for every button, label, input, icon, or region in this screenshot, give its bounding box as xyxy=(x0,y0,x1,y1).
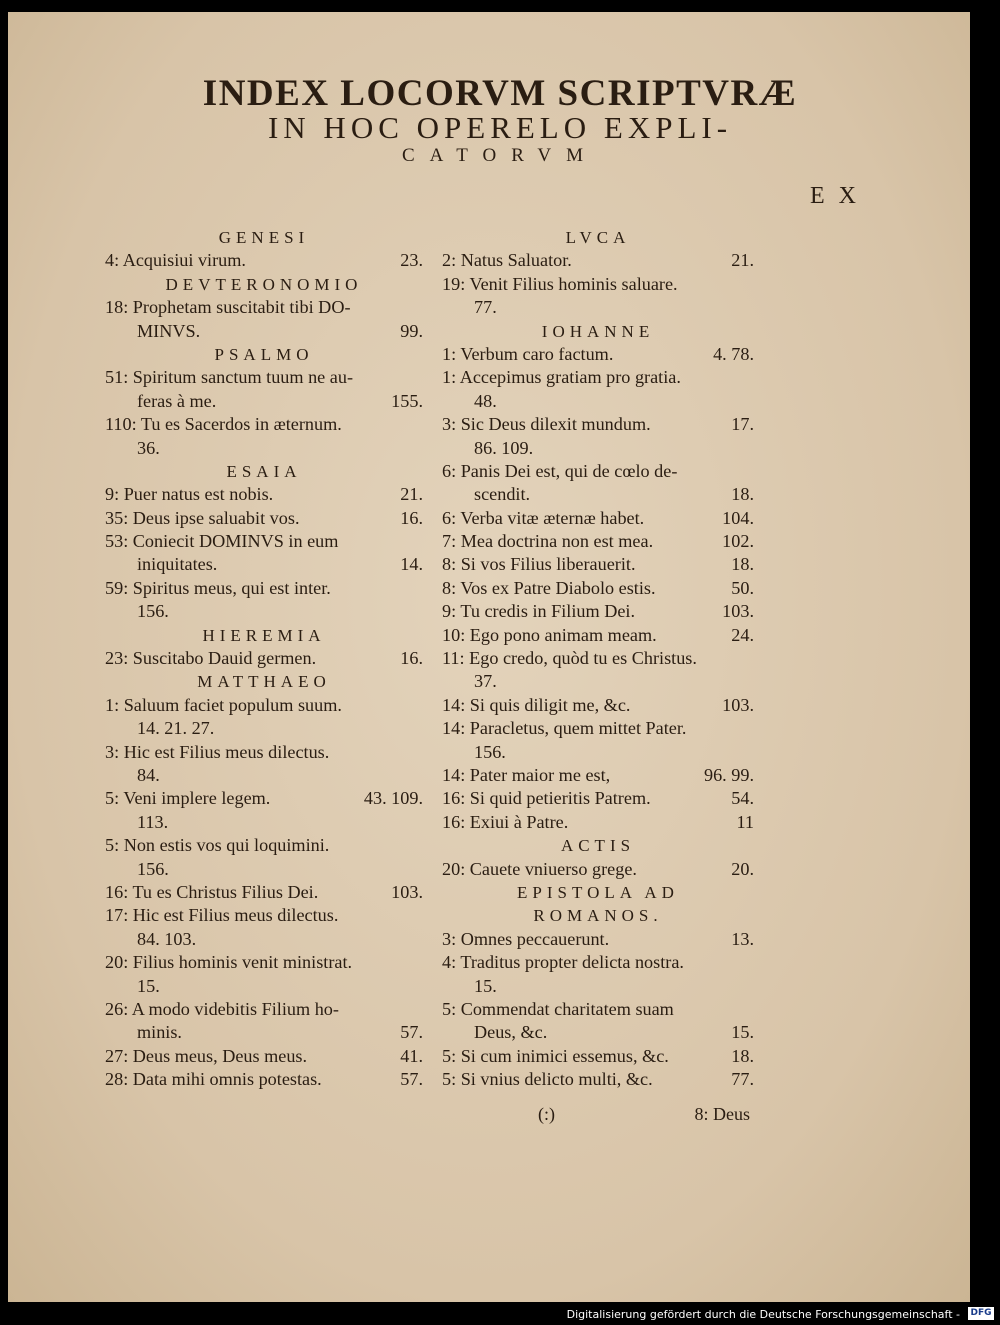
index-entry xyxy=(442,858,754,881)
entry-text: 2: Natus Saluator. xyxy=(442,250,572,271)
page-reference: 21. xyxy=(400,484,423,505)
entry-text: 9: Puer natus est nobis. xyxy=(105,484,274,505)
entry-text: 9: Tu credis in Filium Dei. xyxy=(442,601,636,622)
page-reference: 50. xyxy=(731,577,754,598)
page-reference: 24. xyxy=(731,624,754,645)
entry-text: MATTHAEO xyxy=(197,672,331,692)
page-reference: 54. xyxy=(731,788,754,809)
left-index-column xyxy=(105,226,423,1091)
entry-text: ACTIS xyxy=(560,836,636,856)
entry-text: 4: Traditus propter delicta nostra. xyxy=(442,952,684,973)
entry-text: HIEREMIA xyxy=(202,625,326,645)
entry-text: 86. 109. xyxy=(474,437,534,458)
entry-text: 14: Si quis diligit me, &c. xyxy=(442,694,631,715)
page-reference: 103. xyxy=(722,601,754,622)
index-entry xyxy=(442,951,754,974)
page-reference: 43. 109. xyxy=(363,788,423,809)
entry-continuation xyxy=(105,928,423,951)
index-title: INDEX LOCORVM SCRIPTVRÆ xyxy=(202,73,798,114)
book-heading xyxy=(105,273,423,296)
entry-text: 15. xyxy=(137,975,160,996)
index-entry xyxy=(442,413,754,436)
entry-text: 15. xyxy=(474,975,497,996)
entry-text: 4: Acquisiui virum. xyxy=(105,250,246,271)
page-reference: 4. 78. xyxy=(713,343,754,364)
entry-text: 5: Commendat charitatem suam xyxy=(442,998,674,1019)
book-heading xyxy=(105,624,423,647)
entry-text: 3: Omnes peccauerunt. xyxy=(442,928,610,949)
entry-text: iniquitates. xyxy=(137,554,218,575)
entry-continuation xyxy=(105,600,423,623)
index-entry xyxy=(442,530,754,553)
page-reference: 96. 99. xyxy=(703,764,754,785)
entry-text: 1: Saluum faciet populum suum. xyxy=(105,694,342,715)
entry-continuation xyxy=(105,858,423,881)
index-entry xyxy=(442,764,754,787)
entry-text: 3: Sic Deus dilexit mundum. xyxy=(442,414,651,435)
signature-mark: (:) xyxy=(538,1104,555,1124)
entry-continuation xyxy=(105,553,423,576)
entry-text: 113. xyxy=(137,811,169,832)
entry-text: 11: Ego credo, quòd tu es Christus. xyxy=(442,648,697,669)
catchword: 8: Deus xyxy=(694,1104,750,1124)
entry-continuation xyxy=(442,670,754,693)
index-entry xyxy=(105,741,423,764)
entry-continuation xyxy=(105,717,423,740)
entry-text: ROMANOS. xyxy=(533,906,663,926)
entry-text: 5: Si cum inimici essemus, &c. xyxy=(442,1045,669,1066)
entry-continuation xyxy=(105,1021,423,1044)
entry-text: 8: Vos ex Patre Diabolo estis. xyxy=(442,577,656,598)
entry-text: 156. xyxy=(137,858,169,879)
page-reference: 57. xyxy=(400,1022,423,1043)
index-entry xyxy=(442,249,754,272)
entry-text: 19: Venit Filius hominis saluare. xyxy=(442,273,678,294)
index-subtitle: IN HOC OPERELO EXPLI- xyxy=(267,110,733,145)
page-reference: 102. xyxy=(722,531,754,552)
entry-continuation xyxy=(442,975,754,998)
index-entry xyxy=(442,787,754,810)
page-reference: 16. xyxy=(400,648,423,669)
entry-text: 28: Data mihi omnis potestas. xyxy=(105,1069,322,1090)
entry-text: 6: Panis Dei est, qui de cœlo de- xyxy=(442,460,678,481)
page-reference: 11 xyxy=(736,811,754,832)
index-subtitle-cont: CATORVM xyxy=(401,145,599,166)
page-reference: 103. xyxy=(391,881,423,902)
entry-continuation xyxy=(442,296,754,319)
entry-text: minis. xyxy=(137,1022,182,1043)
page-reference: 20. xyxy=(731,858,754,879)
index-entry xyxy=(105,694,423,717)
index-entry xyxy=(442,1068,754,1091)
entry-continuation xyxy=(105,975,423,998)
entry-text: 18: Prophetam suscitabit tibi DO- xyxy=(105,297,351,318)
entry-text: 53: Coniecit DOMINVS in eum xyxy=(105,531,339,552)
index-entry xyxy=(105,904,423,927)
page-reference: 155. xyxy=(391,390,423,411)
index-entry xyxy=(442,811,754,834)
entry-text: 5: Veni implere legem. xyxy=(105,788,271,809)
entry-text: 27: Deus meus, Deus meus. xyxy=(105,1045,308,1066)
entry-text: 17: Hic est Filius meus dilectus. xyxy=(105,905,339,926)
index-entry xyxy=(105,998,423,1021)
index-entry xyxy=(442,553,754,576)
entry-continuation xyxy=(442,1021,754,1044)
index-entry xyxy=(442,460,754,483)
book-heading xyxy=(105,226,423,249)
entry-text: 110: Tu es Sacerdos in æternum. xyxy=(105,414,342,435)
entry-text: 14. 21. 27. xyxy=(137,718,215,739)
index-entry xyxy=(442,577,754,600)
dfg-logo: DFG xyxy=(968,1307,994,1320)
entry-continuation xyxy=(105,390,423,413)
entry-text: EPISTOLA AD xyxy=(517,882,679,902)
entry-text: 48. xyxy=(474,390,497,411)
entry-text: 16: Exiui à Patre. xyxy=(442,811,569,832)
entry-continuation xyxy=(105,437,423,460)
index-entry xyxy=(105,577,423,600)
index-entry xyxy=(105,530,423,553)
page-reference: 57. xyxy=(400,1069,423,1090)
book-heading xyxy=(442,320,754,343)
entry-text: LVCA xyxy=(565,228,631,247)
page-reference: 16. xyxy=(400,507,423,528)
book-heading xyxy=(442,834,754,857)
index-entry xyxy=(442,1045,754,1068)
entry-text: 7: Mea doctrina non est mea. xyxy=(442,531,654,552)
index-entry xyxy=(105,366,423,389)
book-heading xyxy=(105,460,423,483)
page-reference: 14. xyxy=(400,554,423,575)
page-reference: 103. xyxy=(722,694,754,715)
book-heading xyxy=(442,904,754,927)
book-heading xyxy=(105,343,423,366)
index-entry xyxy=(105,1045,423,1068)
entry-continuation xyxy=(105,320,423,343)
page-reference: 99. xyxy=(400,320,423,341)
entry-text: 16: Tu es Christus Filius Dei. xyxy=(105,881,319,902)
index-entry xyxy=(442,343,754,366)
page-reference: 77. xyxy=(731,1069,754,1090)
entry-text: 3: Hic est Filius meus dilectus. xyxy=(105,741,330,762)
book-heading xyxy=(442,226,754,249)
page-footer xyxy=(440,1104,750,1128)
index-entry xyxy=(105,249,423,272)
index-entry xyxy=(105,483,423,506)
entry-text: 8: Si vos Filius liberauerit. xyxy=(442,554,636,575)
entry-text: PSALMO xyxy=(214,344,314,364)
entry-text: 84. 103. xyxy=(137,928,197,949)
index-entry xyxy=(442,717,754,740)
right-index-column xyxy=(442,226,754,1091)
entry-text: DEVTERONOMIO xyxy=(165,274,363,294)
entry-continuation xyxy=(442,390,754,413)
page-reference: 104. xyxy=(722,507,754,528)
entry-text: 77. xyxy=(474,297,497,318)
entry-text: 1: Accepimus gratiam pro gratia. xyxy=(442,367,681,388)
entry-text: MINVS. xyxy=(137,320,201,341)
index-entry xyxy=(105,413,423,436)
entry-text: 10: Ego pono animam meam. xyxy=(442,624,657,645)
index-entry xyxy=(105,787,423,810)
index-entry xyxy=(105,881,423,904)
index-entry xyxy=(442,928,754,951)
entry-continuation xyxy=(442,437,754,460)
page-reference: 23. xyxy=(400,250,423,271)
entry-text: IOHANNE xyxy=(541,321,655,341)
entry-text: 14: Paracletus, quem mittet Pater. xyxy=(442,718,687,739)
index-entry xyxy=(105,507,423,530)
book-heading xyxy=(105,670,423,693)
page-reference: 18. xyxy=(731,484,754,505)
index-entry xyxy=(105,296,423,319)
entry-text: feras à me. xyxy=(137,390,217,411)
book-heading xyxy=(442,881,754,904)
entry-continuation xyxy=(442,483,754,506)
index-ex: EX xyxy=(810,183,870,209)
index-entry xyxy=(442,273,754,296)
entry-text: 23: Suscitabo Dauid germen. xyxy=(105,648,317,669)
entry-text: 5: Si vnius delicto multi, &c. xyxy=(442,1069,653,1090)
entry-text: 16: Si quid petieritis Patrem. xyxy=(442,788,651,809)
index-entry xyxy=(442,624,754,647)
entry-text: 6: Verba vitæ æternæ habet. xyxy=(442,507,645,528)
entry-text: 84. xyxy=(137,764,160,785)
entry-text: 20: Cauete vniuerso grege. xyxy=(442,858,637,879)
index-entry xyxy=(105,834,423,857)
index-entry xyxy=(105,1068,423,1091)
page-reference: 41. xyxy=(400,1045,423,1066)
entry-continuation xyxy=(442,741,754,764)
entry-text: 59: Spiritus meus, qui est inter. xyxy=(105,577,331,598)
entry-continuation xyxy=(105,764,423,787)
entry-text: 26: A modo videbitis Filium ho- xyxy=(105,998,339,1019)
page-reference: 17. xyxy=(731,414,754,435)
entry-text: 35: Deus ipse saluabit vos. xyxy=(105,507,300,528)
index-entry xyxy=(105,647,423,670)
entry-text: 5: Non estis vos qui loquimini. xyxy=(105,835,330,856)
entry-text: ESAIA xyxy=(226,461,302,481)
entry-continuation xyxy=(105,811,423,834)
page-reference: 13. xyxy=(731,928,754,949)
index-entry xyxy=(442,507,754,530)
index-entry xyxy=(442,998,754,1021)
entry-text: GENESI xyxy=(218,228,310,247)
entry-text: Deus, &c. xyxy=(474,1022,548,1043)
entry-text: 156. xyxy=(137,601,169,622)
page-reference: 18. xyxy=(731,554,754,575)
index-entry xyxy=(442,600,754,623)
entry-text: 1: Verbum caro factum. xyxy=(442,343,614,364)
entry-text: scendit. xyxy=(474,484,531,505)
page-reference: 18. xyxy=(731,1045,754,1066)
page-reference: 15. xyxy=(731,1022,754,1043)
entry-text: 36. xyxy=(137,437,160,458)
entry-text: 51: Spiritum sanctum tuum ne au- xyxy=(105,367,354,388)
entry-text: 14: Pater maior me est, xyxy=(442,764,611,785)
entry-text: 20: Filius hominis venit ministrat. xyxy=(105,952,353,973)
index-entry xyxy=(105,951,423,974)
page-reference: 21. xyxy=(731,250,754,271)
index-entry xyxy=(442,694,754,717)
entry-text: 156. xyxy=(474,741,506,762)
index-entry xyxy=(442,647,754,670)
index-entry xyxy=(442,366,754,389)
digitization-credit: Digitalisierung gefördert durch die Deutsche Forschungsgemeinschaft - xyxy=(566,1308,960,1321)
entry-text: 37. xyxy=(474,671,497,692)
